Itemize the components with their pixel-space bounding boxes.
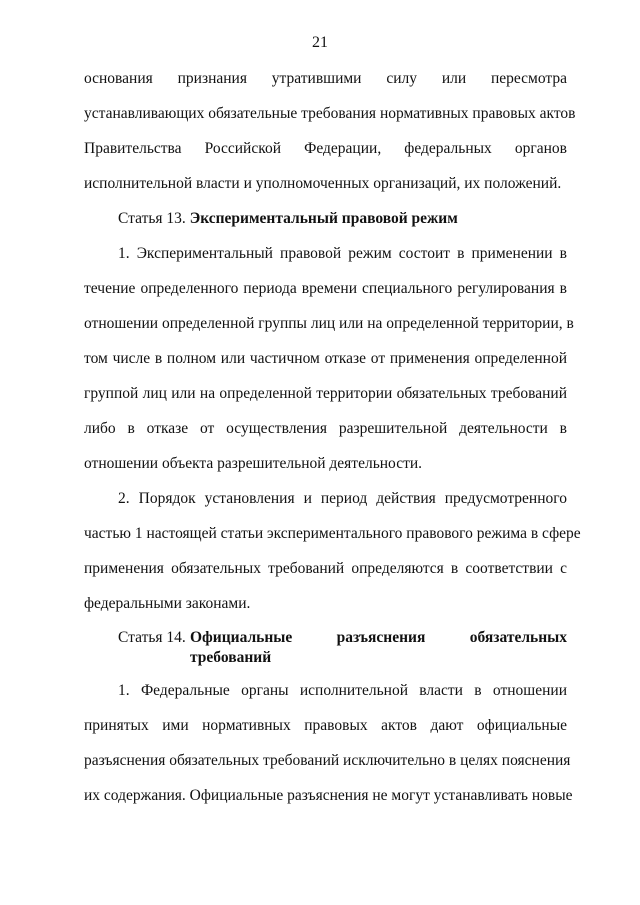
article-13-heading — [118, 209, 567, 229]
article-14-title — [190, 628, 567, 668]
page-number: 21 — [312, 34, 328, 51]
text-line: группой лиц или на определенной территории обязательных требований — [84, 385, 567, 402]
text-line: принятых ими нормативных правовых актов дают официальные — [84, 717, 567, 734]
text-line: применения обязательных требований определяются в соответствии с — [84, 560, 567, 577]
text-line: 2. Порядок установления и период действия предусмотренного — [118, 490, 567, 507]
article-14-prefix: Статья 14. — [118, 629, 186, 646]
article-13-title: Экспериментальный правовой режим — [189, 210, 458, 227]
text-line: устанавливающих обязательные требования нормативных правовых актов — [84, 105, 576, 122]
text-line: отношении объекта разрешительной деятельности. — [84, 455, 423, 472]
article-14-title-line1: Официальные разъяснения обязательных — [190, 629, 567, 646]
text-line: 1. Федеральные органы исполнительной власти в отношении — [118, 682, 567, 699]
text-line: основания признания утратившими силу или пересмотра — [84, 70, 567, 87]
text-line: 1. Экспериментальный правовой режим состоит в применении в — [118, 245, 567, 262]
text-line: федеральными законами. — [84, 595, 251, 612]
article-13-prefix: Статья 13. — [118, 210, 186, 227]
text-line: разъяснения обязательных требований исключительно в целях пояснения — [84, 752, 571, 769]
text-line: том числе в полном или частичном отказе от применения определенной — [84, 350, 567, 367]
text-line: частью 1 настоящей статьи экспериментального правового режима в сфере — [84, 525, 581, 542]
article-14-title-line2: требований — [190, 649, 272, 666]
text-line: Правительства Российской Федерации, федеральных органов — [84, 140, 567, 157]
text-line: либо в отказе от осуществления разрешительной деятельности в — [84, 420, 567, 437]
text-line: их содержания. Официальные разъяснения не могут устанавливать новые — [84, 787, 573, 804]
text-line: отношении определенной группы лиц или на определенной территории, в — [84, 315, 574, 332]
text-line: течение определенного периода времени специального регулирования в — [84, 280, 567, 297]
text-line: исполнительной власти и уполномоченных организаций, их положений. — [84, 175, 562, 192]
